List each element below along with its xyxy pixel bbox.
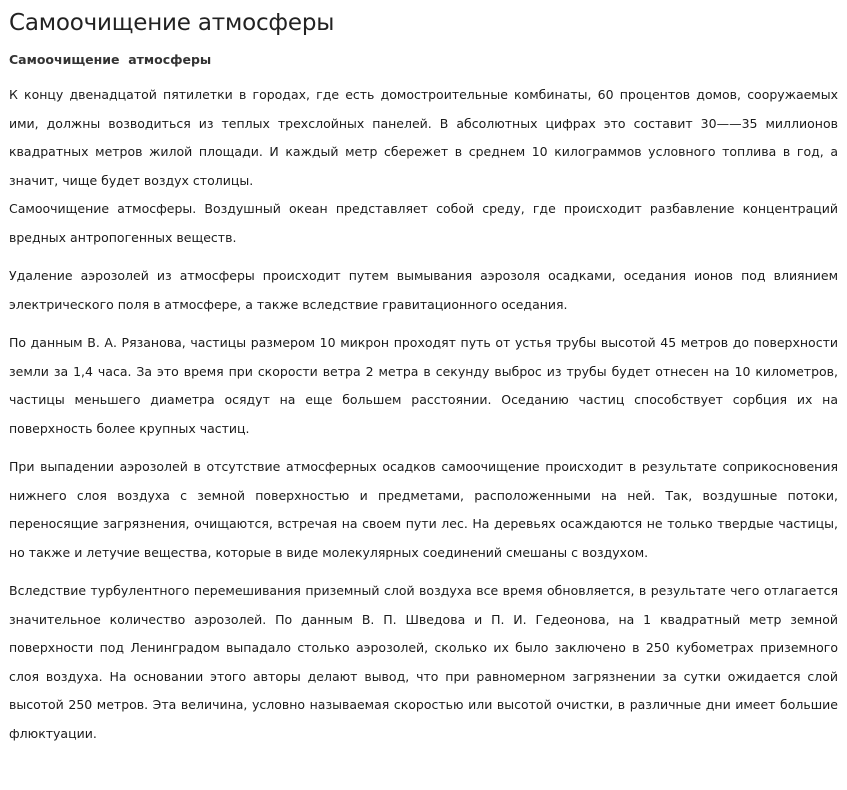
- paragraph-ryazanov-data: По данным В. А. Рязанова, частицы размером 10 микрон проходят путь от устья трубы высотой 45 метров до поверхности земли за 1,4 часа. За это время при скорости ветра 2 метра в секунду выброс из трубы будет отнесен на 10 километров, частицы меньшего диаметра осядут на еще большем расстоянии. Оседанию частиц способствует сорбция их на поверхность более крупных частиц.: [9, 335, 838, 436]
- paragraph-intro: К концу двенадцатой пятилетки в городах, где есть домостроительные комбинаты, 60 процентов домов, сооружаемых ими, должны возводиться из теплых трехслойных панелей. В абсолютных цифрах это составит 30——35 миллионов квадратных метров жилой площади. И каждый метр сбережет в среднем 10 килограммов условного топлива в год, а значит, чище будет воздух столицы.: [9, 87, 838, 188]
- paragraph-no-precipitation: При выпадении аэрозолей в отсутствие атмосферных осадков самоочищение происходит в результате соприкосновения нижнего слоя воздуха с земной поверхностью и предметами, расположенными на ней. Так, воздушные потоки, переносящие загрязнения, очищаются, встречая на своем пути лес. На деревьях осаждаются не только твердые частицы, но также и летучие вещества, которые в виде молекулярных соединений смешаны с воздухом.: [9, 459, 838, 560]
- article-subtitle: Самоочищение атмосферы: [9, 52, 212, 67]
- paragraph-turbulent-mixing: Вследствие турбулентного перемешивания приземный слой воздуха все время обновляется, в результате чего отлагается значительное количество аэрозолей. По данным В. П. Шведова и П. И. Гедеонова, на 1 квадратный метр земной поверхности под Ленинградом выпадало столько аэрозолей, сколько их было заключено в 250 кубометрах приземного слоя воздуха. На основании этого авторы делают вывод, что при равномерном загрязнении за сутки ожидается слой высотой 250 метров. Эта величина, условно называемая скоростью или высотой очистки, в различные дни имеет большие флюктуации.: [9, 583, 838, 741]
- paragraph-self-cleaning: Самоочищение атмосферы. Воздушный океан представляет собой среду, где происходит разбавление концентраций вредных антропогенных веществ.: [9, 201, 838, 245]
- page-title: Самоочищение атмосферы: [9, 10, 335, 36]
- paragraph-aerosol-removal: Удаление аэрозолей из атмосферы происходит путем вымывания аэрозоля осадками, оседания ионов под влиянием электрического поля в атмосфере, а также вследствие гравитационного оседания.: [9, 268, 838, 312]
